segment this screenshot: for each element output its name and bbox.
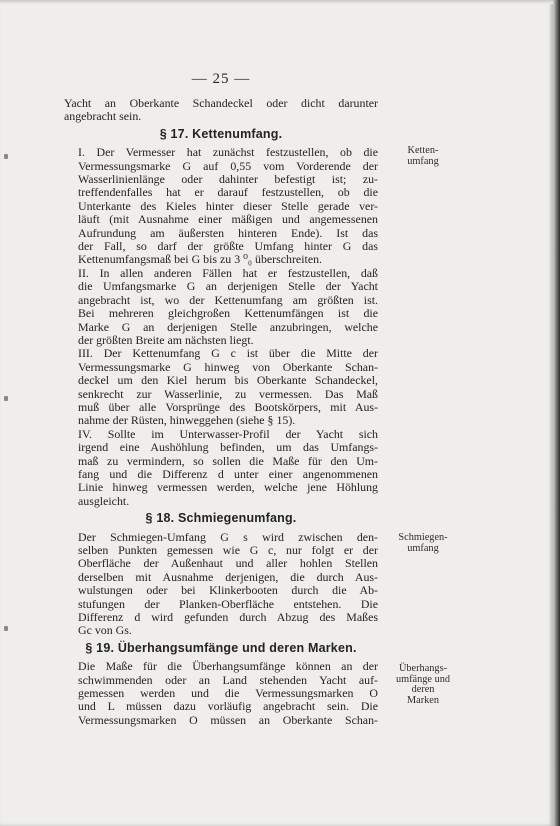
binding-mark <box>4 626 8 631</box>
margin-note-kettenumfang <box>382 146 464 167</box>
text-line: II. In allen anderen Fällen hat er festzustellen, daß <box>78 265 378 280</box>
page-top-shadow <box>0 0 553 4</box>
text-line: gemessen werden und die Vermessungsmarken O <box>78 686 378 701</box>
text-line: derselben mit Ausnahme derjenigen, die durch Aus- <box>78 569 378 584</box>
margin-note-schmiegenumfang <box>382 533 464 554</box>
text-line: Linie hinweg vermessen werden, welche jene Höhlung <box>78 480 378 495</box>
text-line: III. Der Kettenumfang G c ist über die Mitte der <box>78 346 378 361</box>
margin-note-line: Überhangs- <box>398 663 448 674</box>
page-edge-shadow <box>553 0 560 826</box>
text-line: Marke G an derjenigen Stelle anzubringen, welche <box>78 319 378 334</box>
text-line: Vermessungsmarke G hinweg von Oberkante Schan- <box>78 359 378 374</box>
text-line: Gc von Gs. <box>78 623 132 638</box>
paragraph <box>64 660 378 727</box>
margin-note-line: deren <box>411 684 435 696</box>
text-line: der Fall, so darf der größte Umfang hinter G das <box>78 239 378 254</box>
paragraph <box>64 531 378 638</box>
text-line: Kettenumfangsmaß bei G bis zu 3 ⁰₀ überschreiten. <box>78 252 323 267</box>
paragraph <box>64 267 378 347</box>
text-line: maß zu vermindern, so sollen die Maße für den Um- <box>78 453 378 468</box>
text-line: deckel um den Kiel herum bis Oberkante Schandeckel, <box>78 373 378 388</box>
margin-note-line: umfang <box>407 542 439 554</box>
margin-note-line: Marken <box>406 694 440 706</box>
section-heading-17: § 17. Kettenumfang. <box>159 126 283 141</box>
text-line: stufungen der Planken-Oberfläche entstehen. Die <box>78 596 378 611</box>
margin-note-line: Schmiegen- <box>398 532 448 543</box>
text-line: Der Schmiegen-Umfang G s wird zwischen den- <box>78 529 378 544</box>
text-line: ausgleicht. <box>78 493 130 508</box>
section-heading-18: § 18. Schmiegenumfang. <box>145 511 297 526</box>
paragraph <box>64 347 378 427</box>
text-line: die Umfangsmarke G an derjenigen Stelle der Yacht <box>78 279 378 294</box>
margin-note-line: umfänge und <box>395 673 451 685</box>
margin-note-line: umfang <box>407 155 439 167</box>
text-line: selben Punkten gemessen wie G c, nur folgt er der <box>78 543 378 557</box>
text-line: treffendenfalles hat er darauf festzustellen, ob die <box>78 185 378 200</box>
text-line: der größten Breite am nächsten liegt. <box>78 332 254 347</box>
text-line: Aufrundung am äußersten hinteren Ende). Ist das <box>78 225 378 240</box>
binding-mark <box>4 154 8 159</box>
margin-note-line: Ketten- <box>407 145 439 156</box>
page-number: — 25 — <box>191 71 251 87</box>
text-line: Die Maße für die Überhangsumfänge können an der <box>78 659 378 674</box>
section-heading-19: § 19. Überhangsumfänge und deren Marken. <box>85 640 357 655</box>
text-line: muß über alle Vorsprünge des Bootskörpers, mit Aus- <box>78 399 378 414</box>
text-line: Vermessungsmarken O müssen an Oberkante Schan- <box>78 712 378 727</box>
text-line: nahme der Rüsten, hinweggehen (siehe § 15). <box>78 413 296 428</box>
text-line: Vermessungsmarke G auf 0,55 vom Vorderende der <box>78 158 378 173</box>
text-line: angebracht sein. <box>64 109 142 124</box>
text-line: Unterkante des Kieles hinter dieser Stelle gerade ver- <box>78 198 378 213</box>
margin-note-ueberhang <box>382 664 464 706</box>
text-line: IV. Sollte im Unterwasser-Profil der Yacht sich <box>78 426 378 441</box>
text-line: I. Der Vermesser hat zunächst festzustellen, ob die <box>78 145 378 160</box>
text-line: irgend eine Aushöhlung befinden, um das Umfangs- <box>78 440 378 455</box>
text-line: senkrecht zur Wasserlinie, zu vermessen. Das Maß <box>78 386 378 401</box>
text-line: Oberfläche der Außenhaut und aller hohlen Stellen <box>78 556 378 571</box>
text-line: Bei mehreren gleichgroßen Kettenumfängen ist die <box>78 306 378 321</box>
body-text <box>64 97 378 727</box>
text-line: schwimmenden oder an Land stehenden Yacht auf- <box>78 672 378 687</box>
text-line: und L müssen dazu vorläufig angebracht sein. Die <box>78 699 378 714</box>
text-line: Yacht an Oberkante Schandeckel oder dicht darunter <box>64 96 378 110</box>
text-line: läuft (mit Ausnahme einer mäßigen und angemessenen <box>78 212 378 227</box>
paragraph <box>64 97 378 124</box>
binding-mark <box>4 396 8 401</box>
text-line: wulstungen oder bei Klinkerbooten durch die Ab- <box>78 583 378 598</box>
paragraph <box>64 146 378 267</box>
text-line: Differenz d wird gefunden durch Abzug des Maßes <box>78 610 378 625</box>
paragraph <box>64 428 378 508</box>
text-line: Wasserlinienlänge oder dahinter befestigt ist; zu- <box>78 172 378 187</box>
text-line: fang und die Differenz d unter einer angenommenen <box>78 466 378 481</box>
text-line: angebracht ist, wo der Kettenumfang am größten ist. <box>78 292 378 307</box>
